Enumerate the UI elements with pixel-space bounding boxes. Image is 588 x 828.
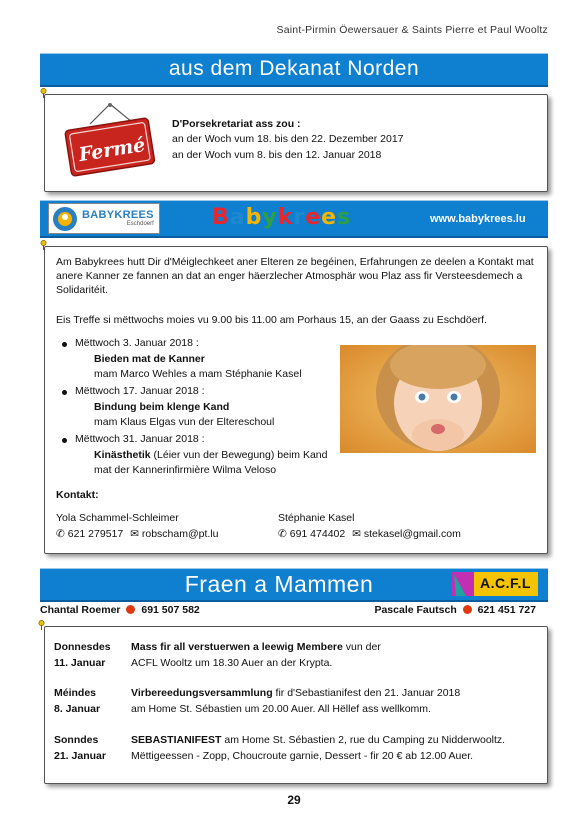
left-contact-phone: 691 507 582 — [141, 604, 200, 616]
phone-icon: ✆ — [278, 528, 287, 540]
parish-header: Saint-Pirmin Öewersauer & Saints Pierre et Paul Wooltz — [276, 24, 548, 36]
babykrees-title-letter: b — [245, 205, 263, 230]
event-bullet — [62, 390, 67, 395]
contact-name: Stéphanie Kasel — [278, 512, 355, 524]
event-topic: Bieden mat de Kanner — [94, 353, 205, 365]
phone-icon — [126, 605, 135, 614]
phone-icon — [463, 605, 472, 614]
contact-line — [56, 527, 218, 541]
babykrees-logo-text: BABYKREES — [82, 209, 154, 221]
event-line — [131, 686, 460, 700]
event-topic-line — [94, 448, 327, 462]
event-speaker: mat der Kannerinfirmière Wilma Veloso — [94, 464, 277, 476]
closed-sign — [62, 102, 158, 182]
babykrees-intro: Am Babykrees hutt Dir d'Méiglechkeet aner Elteren ze begéinen, Erfahrungen ze deelen a Kontakt mat anere Kanner ze fannen an dat an enger häerzlecher Atmosphär wou Plaz ass fir Versteesdemech a Solidaritéit. — [56, 256, 534, 296]
event-line-2: Mëttigeessen - Zopp, Choucroute garnie, Dessert - fir 20 € ab 12.00 Auer. — [131, 750, 474, 762]
babykrees-title-letter: e — [305, 205, 322, 230]
babykrees-title-letter: a — [229, 205, 246, 230]
event-title-rest: fir d'Sebastianifest den 21. Januar 2018 — [272, 687, 461, 699]
left-contact-name: Chantal Roemer — [40, 604, 121, 616]
left-contact — [40, 604, 200, 616]
babykrees-logo — [48, 203, 160, 234]
event-title: Virbereedungsversammlung — [131, 687, 273, 699]
event-speaker: mam Marco Wehles a mam Stéphanie Kasel — [94, 368, 302, 380]
acfl-logo — [452, 570, 538, 598]
event-topic-suffix: (Léier vun der Bewegung) beim Kand — [150, 449, 328, 461]
babykrees-logo-sub: Eschdoerf — [126, 221, 154, 227]
fraen-banner-title: Fraen a Mammen — [184, 571, 374, 597]
dekanat-title: D'Porsekretariat ass zou : — [172, 118, 301, 130]
babykrees-logo-icon — [52, 206, 78, 232]
event-line — [131, 640, 381, 654]
event-title: SEBASTIANIFEST — [131, 734, 222, 746]
event-speaker: mam Klaus Elgas vun der Eltereschoul — [94, 416, 275, 428]
event-title: Mass fir all verstuerwen a leewig Membere — [131, 641, 343, 653]
acfl-logo-text: A.C.F.L — [480, 575, 531, 591]
event-date: 11. Januar — [54, 657, 106, 669]
babykrees-title-letter: r — [293, 205, 306, 230]
contact-phone: 691 474402 — [289, 528, 346, 540]
babykrees-title-letter: k — [277, 205, 294, 230]
event-day: Méindes — [54, 687, 97, 699]
babykrees-url[interactable]: www.babykrees.lu — [430, 213, 526, 225]
babykrees-meeting: Eis Treffe si mëttwochs moies vu 9.00 bis 11.00 am Porhaus 15, an der Gaass zu Eschdöerf. — [56, 314, 487, 326]
email-icon: ✉ — [130, 528, 139, 540]
event-bullet — [62, 342, 67, 347]
event-line-2: am Home St. Sébastien um 20.00 Auer. All Hëllef ass wellkomm. — [131, 703, 431, 715]
contact-email[interactable]: stekasel@gmail.com — [363, 528, 461, 540]
event-bullet — [62, 438, 67, 443]
phone-icon: ✆ — [56, 528, 65, 540]
contact-email[interactable]: robscham@pt.lu — [141, 528, 219, 540]
event-topic: Kinästhetik — [94, 449, 151, 461]
dekanat-line-1: an der Woch vum 18. bis den 22. Dezember 2017 — [172, 133, 404, 145]
babykrees-title-letter: s — [337, 205, 352, 230]
right-contact-name: Pascale Fautsch — [374, 604, 457, 616]
event-line — [131, 733, 505, 747]
babykrees-title-letter: y — [262, 205, 278, 230]
event-day: Sonndes — [54, 734, 99, 746]
contact-name: Yola Schammel-Schleimer — [56, 512, 179, 524]
event-title-rest: am Home St. Sébastien 2, rue du Camping zu Nidderwooltz. — [221, 734, 506, 746]
contact-line — [278, 527, 461, 541]
dekanat-banner-title: aus dem Dekanat Norden — [168, 57, 420, 80]
babykrees-title — [212, 205, 351, 230]
event-line-2: ACFL Wooltz um 18.30 Auer an der Krypta. — [131, 657, 333, 669]
right-contact — [374, 604, 536, 616]
dekanat-line-2: an der Woch vum 8. bis den 12. Januar 2018 — [172, 149, 382, 161]
event-date: 8. Januar — [54, 703, 101, 715]
dekanat-banner — [40, 53, 548, 87]
child-photo — [340, 345, 536, 453]
contact-label: Kontakt: — [56, 489, 99, 501]
event-topic: Bindung beim klenge Kand — [94, 401, 230, 413]
babykrees-title-letter: B — [212, 205, 230, 230]
event-date: Mëttwoch 17. Januar 2018 : — [75, 385, 205, 397]
right-contact-phone: 621 451 727 — [477, 604, 536, 616]
contact-phone: 621 279517 — [67, 528, 124, 540]
closed-sign-text: Fermé — [77, 133, 147, 167]
babykrees-title-letter: e — [321, 205, 338, 230]
email-icon: ✉ — [352, 528, 361, 540]
event-date: Mëttwoch 3. Januar 2018 : — [75, 337, 199, 349]
page-number: 29 — [287, 793, 301, 807]
event-title-rest: vun der — [342, 641, 381, 653]
event-date: 21. Januar — [54, 750, 106, 762]
event-date: Mëttwoch 31. Januar 2018 : — [75, 433, 205, 445]
event-day: Donnesdes — [54, 641, 111, 653]
